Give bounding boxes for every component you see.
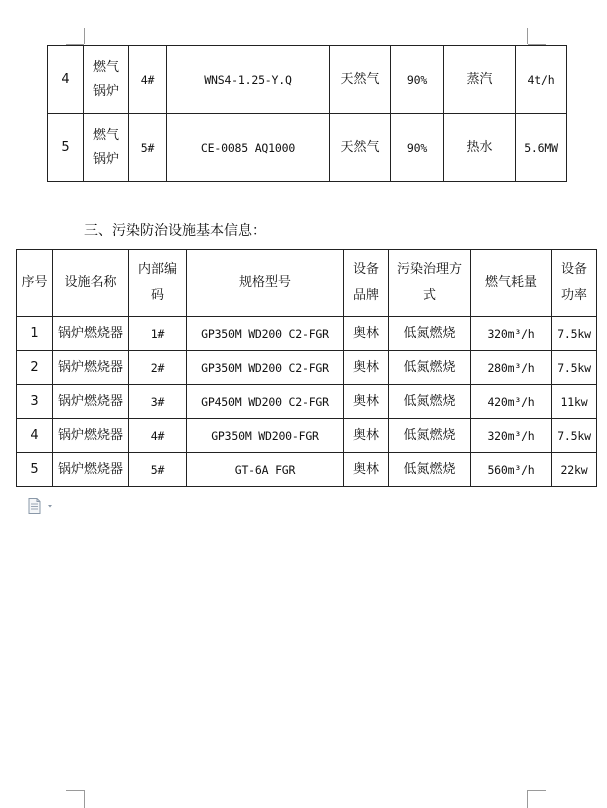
table-header-row <box>17 250 597 317</box>
cell-name: 燃气 锅炉 <box>84 114 129 182</box>
cell-efficiency: 90% <box>391 114 444 182</box>
crop-mark-top-right-v <box>527 28 528 44</box>
crop-mark-bottom-right-h <box>528 790 546 791</box>
table-row <box>17 419 597 453</box>
cell-no: 5 <box>17 453 53 487</box>
table-row <box>48 114 567 182</box>
cell-power: 7.5kw <box>552 317 597 351</box>
cell-medium: 热水 <box>444 114 516 182</box>
cell-gas: 320m³/h <box>471 419 552 453</box>
cell-capacity: 5.6MW <box>516 114 567 182</box>
cell-code: 1# <box>129 317 187 351</box>
cell-name: 燃气 锅炉 <box>84 46 129 114</box>
cell-gas: 560m³/h <box>471 453 552 487</box>
cell-model: CE-0085 AQ1000 <box>167 114 330 182</box>
cell-method: 低氮燃烧 <box>389 317 471 351</box>
cell-model: GP350M WD200 C2-FGR <box>187 351 344 385</box>
cell-name: 锅炉燃烧器 <box>53 351 129 385</box>
cell-power: 7.5kw <box>552 419 597 453</box>
cell-code: 5# <box>129 114 167 182</box>
paste-options-icon[interactable] <box>28 498 56 518</box>
cell-code: 5# <box>129 453 187 487</box>
cell-capacity: 4t/h <box>516 46 567 114</box>
cell-code: 2# <box>129 351 187 385</box>
cell-brand: 奥林 <box>344 351 389 385</box>
cell-no: 4 <box>48 46 84 114</box>
cell-power: 7.5kw <box>552 351 597 385</box>
cell-brand: 奥林 <box>344 419 389 453</box>
header-power: 设备 功率 <box>552 250 597 317</box>
cell-gas: 320m³/h <box>471 317 552 351</box>
cell-method: 低氮燃烧 <box>389 453 471 487</box>
header-no: 序号 <box>17 250 53 317</box>
pollution-control-table <box>16 249 597 487</box>
cell-method: 低氮燃烧 <box>389 385 471 419</box>
crop-mark-bottom-left-v <box>84 790 85 808</box>
cell-no: 2 <box>17 351 53 385</box>
cell-method: 低氮燃烧 <box>389 351 471 385</box>
cell-name: 锅炉燃烧器 <box>53 385 129 419</box>
cell-efficiency: 90% <box>391 46 444 114</box>
crop-mark-top-left-v <box>84 28 85 44</box>
cell-no: 1 <box>17 317 53 351</box>
cell-model: GP350M WD200 C2-FGR <box>187 317 344 351</box>
cell-medium: 蒸汽 <box>444 46 516 114</box>
header-model: 规格型号 <box>187 250 344 317</box>
cell-power: 11kw <box>552 385 597 419</box>
table-row <box>48 46 567 114</box>
cell-fuel: 天然气 <box>330 114 391 182</box>
section-heading: 三、污染防治设施基本信息： <box>84 223 266 239</box>
cell-name: 锅炉燃烧器 <box>53 453 129 487</box>
cell-brand: 奥林 <box>344 317 389 351</box>
cell-no: 5 <box>48 114 84 182</box>
cell-fuel: 天然气 <box>330 46 391 114</box>
crop-mark-bottom-left-h <box>66 790 84 791</box>
cell-model: GP450M WD200 C2-FGR <box>187 385 344 419</box>
cell-code: 3# <box>129 385 187 419</box>
cell-model: GT-6A FGR <box>187 453 344 487</box>
cell-gas: 420m³/h <box>471 385 552 419</box>
cell-name: 锅炉燃烧器 <box>53 317 129 351</box>
cell-no: 4 <box>17 419 53 453</box>
cell-no: 3 <box>17 385 53 419</box>
boiler-table <box>47 45 567 182</box>
crop-mark-bottom-right-v <box>527 790 528 808</box>
cell-power: 22kw <box>552 453 597 487</box>
cell-code: 4# <box>129 419 187 453</box>
cell-name: 锅炉燃烧器 <box>53 419 129 453</box>
table-row <box>17 351 597 385</box>
cell-gas: 280m³/h <box>471 351 552 385</box>
table-row <box>17 453 597 487</box>
table-row <box>17 385 597 419</box>
header-method: 污染治理方 式 <box>389 250 471 317</box>
header-brand: 设备 品牌 <box>344 250 389 317</box>
cell-brand: 奥林 <box>344 453 389 487</box>
cell-brand: 奥林 <box>344 385 389 419</box>
cell-code: 4# <box>129 46 167 114</box>
table-row <box>17 317 597 351</box>
cell-model: WNS4-1.25-Y.Q <box>167 46 330 114</box>
cell-model: GP350M WD200-FGR <box>187 419 344 453</box>
header-code: 内部编 码 <box>129 250 187 317</box>
cell-method: 低氮燃烧 <box>389 419 471 453</box>
header-name: 设施名称 <box>53 250 129 317</box>
header-gas: 燃气耗量 <box>471 250 552 317</box>
